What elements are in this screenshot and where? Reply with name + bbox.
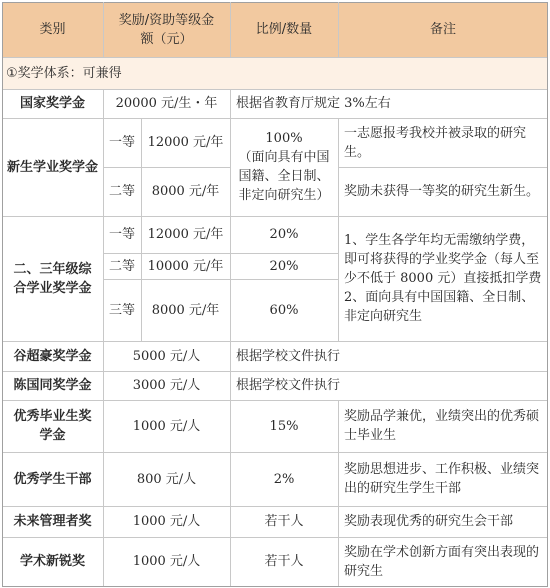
row-second-third-tier3-ratio: 60% (269, 302, 299, 318)
grid-line (2, 118, 548, 119)
grid-line (338, 167, 548, 168)
row-guchaohao-amount: 5000 元/人 (132, 348, 201, 364)
row-freshman-note2: 奖励未获得一等奖的研究生新生。 (344, 184, 540, 199)
grid-line (103, 279, 338, 280)
header-amount: 奖励/资助等级金额（元） (103, 2, 230, 57)
row-freshman-name: 新生学业奖学金 (6, 159, 98, 175)
row-cadre-amount: 800 元/人 (136, 471, 197, 487)
grid-line (103, 89, 104, 586)
grid-line (338, 2, 339, 57)
row-manager-note: 奖励表现优秀的研究生会干部 (344, 514, 514, 529)
grid-line (2, 371, 548, 372)
row-second-third-tier2-ratio: 20% (269, 258, 299, 274)
grid-line (230, 2, 231, 57)
grid-line (2, 341, 548, 342)
row-chenguotong-ratio-note: 根据学校文件执行 (236, 378, 341, 393)
row-second-third-tier2-level: 二等 (108, 258, 135, 274)
row-second-third-tier1-amount: 12000 元/年 (147, 227, 224, 242)
grid-line (2, 57, 548, 58)
row-second-third-tier1-level: 一等 (108, 227, 135, 242)
grid-line (2, 537, 548, 538)
grid-line (547, 2, 548, 587)
grid-line (230, 89, 231, 586)
grid-line (2, 506, 548, 507)
row-freshman-tier2-amount: 8000 元/年 (151, 184, 220, 199)
grid-line (103, 2, 104, 57)
row-graduate-name: 优秀毕业生奖学金 (13, 409, 92, 443)
grid-line (2, 2, 3, 587)
row-cadre-ratio: 2% (273, 471, 295, 487)
grid-line (103, 253, 338, 254)
row-freshman-tier1-amount: 12000 元/年 (147, 135, 224, 150)
row-graduate-ratio: 15% (269, 418, 299, 434)
row-graduate-amount: 1000 元/人 (132, 418, 201, 434)
grid-line (103, 167, 230, 168)
row-manager-name: 未来管理者奖 (13, 514, 92, 529)
section-title: ①奖学体系：可兼得 (2, 57, 548, 89)
row-second-third-tier2-amount: 10000 元/年 (147, 258, 224, 274)
row-cadre-note: 奖励思想进步、工作积极、业绩突出的研究生学生干部 (344, 462, 540, 496)
header-ratio: 比例/数量 (230, 2, 338, 57)
row-national-amount: 20000 元/生・年 (115, 96, 218, 111)
row-national-name: 国家奖学金 (19, 96, 85, 111)
row-second-third-tier3-amount: 8000 元/年 (151, 302, 220, 318)
row-second-third-name: 二、三年级综合学业奖学金 (13, 261, 92, 296)
grid-line (2, 586, 548, 587)
row-freshman-note1: 一志愿报考我校并被录取的研究生。 (344, 125, 527, 160)
row-innovator-name: 学术新锐奖 (19, 554, 85, 569)
row-freshman-ratio: 100% （面向具有中国国籍、全日制、非定向研究生） (238, 131, 330, 203)
row-manager-ratio: 若干人 (264, 514, 304, 529)
row-innovator-ratio: 若干人 (264, 554, 304, 569)
header-note: 备注 (338, 2, 548, 57)
row-second-third-note: 1、学生各学年均无需缴纳学费，即可将获得的学业奖学金（每人至少不低于 8000 元）直接抵扣学费 2、面向具有中国国籍、全日制、非定向研究生 (344, 233, 542, 324)
grid-line (2, 2, 548, 3)
row-freshman-tier2-level: 二等 (108, 184, 135, 199)
row-chenguotong-amount: 3000 元/人 (132, 378, 201, 393)
row-second-third-tier1-ratio: 20% (269, 227, 299, 242)
grid-line (141, 118, 142, 341)
row-guchaohao-ratio-note: 根据学校文件执行 (236, 348, 341, 364)
grid-line (338, 118, 339, 341)
row-manager-amount: 1000 元/人 (132, 514, 201, 529)
grid-line (2, 216, 548, 217)
row-second-third-tier3-level: 三等 (108, 302, 135, 318)
row-national-ratio-note: 根据省教育厅规定 3%左右 (236, 96, 391, 111)
header-category: 类别 (2, 2, 103, 57)
row-innovator-amount: 1000 元/人 (132, 554, 201, 569)
row-guchaohao-name: 谷超豪奖学金 (13, 348, 92, 364)
grid-line (338, 400, 339, 586)
grid-line (2, 400, 548, 401)
row-innovator-note: 奖励在学术创新方面有突出表现的研究生 (344, 544, 540, 579)
row-graduate-note: 奖励品学兼优，业绩突出的优秀硕士毕业生 (344, 409, 540, 443)
grid-line (2, 89, 548, 90)
row-cadre-name: 优秀学生干部 (13, 471, 92, 487)
row-chenguotong-name: 陈国同奖学金 (13, 378, 92, 393)
row-freshman-tier1-level: 一等 (108, 135, 135, 150)
grid-line (2, 452, 548, 453)
